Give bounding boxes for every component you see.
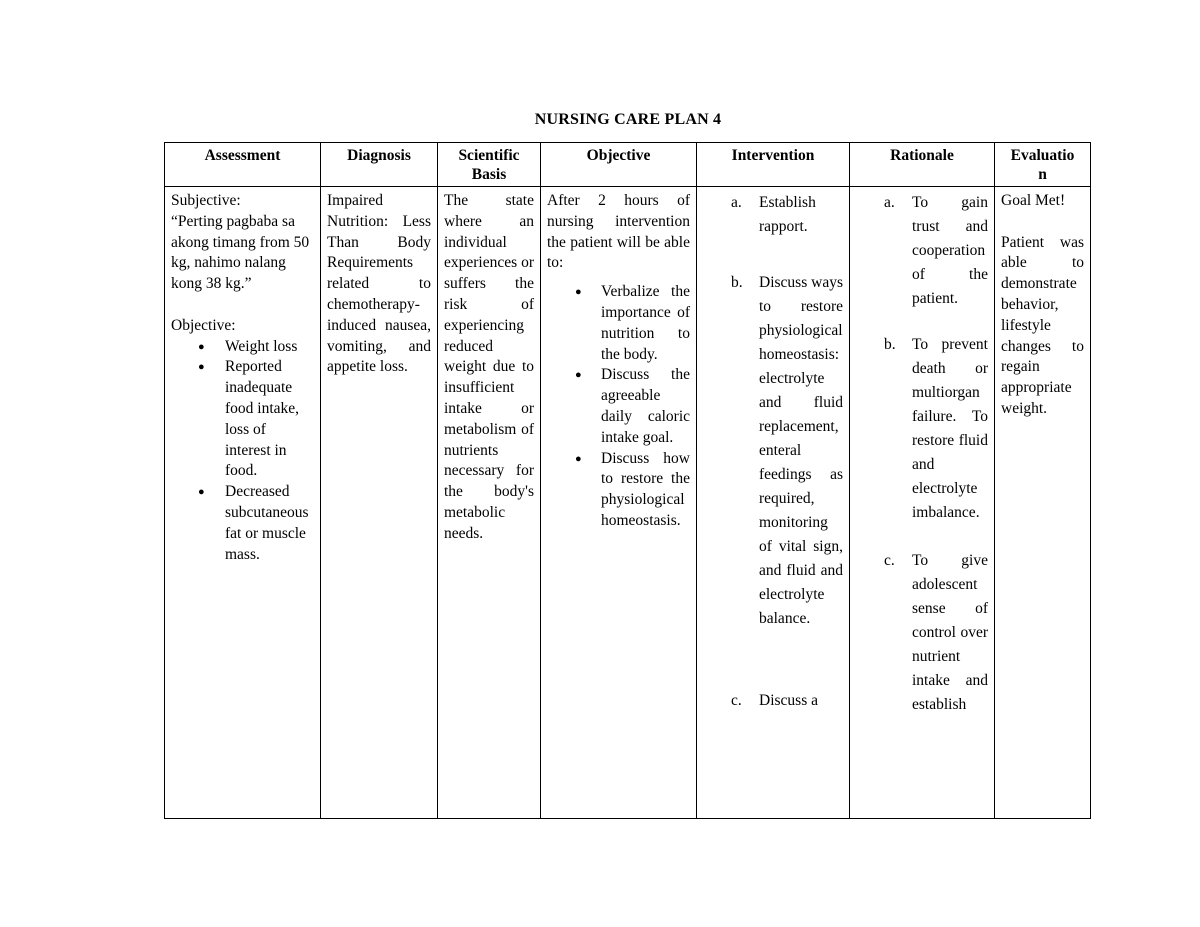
header-row xyxy=(165,143,1091,187)
header-evaluation-line1: Evaluatio xyxy=(1010,147,1075,164)
list-item xyxy=(731,191,843,239)
header-scientific-basis-line1: Scientific xyxy=(458,147,520,164)
header-objective: Objective xyxy=(541,143,697,187)
item-letter: a. xyxy=(884,194,895,211)
header-intervention: Intervention xyxy=(697,143,850,187)
item-letter: b. xyxy=(884,336,896,353)
item-letter: a. xyxy=(731,194,742,211)
item-text: To gain trust and cooperation of the patient. xyxy=(912,194,988,307)
header-evaluation-line2: n xyxy=(1038,166,1047,183)
care-plan-table xyxy=(164,142,1091,819)
list-item xyxy=(884,333,988,525)
objective-findings-list xyxy=(171,337,314,566)
rationale-list xyxy=(856,191,988,717)
evaluation-status: Goal Met! xyxy=(1001,192,1066,209)
subjective-label: Subjective: xyxy=(171,192,241,209)
evaluation-text: Patient was able to demonstrate behavior, lifestyle changes to regain appropriate weight. xyxy=(1001,233,1084,417)
objective-cell xyxy=(541,187,697,819)
page-title: NURSING CARE PLAN 4 xyxy=(534,111,722,128)
list-item: ● Verbalize the importance of nutrition to the body. xyxy=(601,282,690,365)
header-scientific-basis xyxy=(438,143,541,187)
header-diagnosis: Diagnosis xyxy=(321,143,438,187)
item-text: To give adolescent sense of control over nutrient intake and establish xyxy=(912,552,988,713)
objective-intro: After 2 hours of nursing intervention the patient will be able to: xyxy=(547,192,690,272)
list-item: ● Decreased subcutaneous fat or muscle mass. xyxy=(225,482,314,565)
header-rationale: Rationale xyxy=(850,143,995,187)
content-row xyxy=(165,187,1091,819)
intervention-list xyxy=(703,191,843,713)
header-evaluation xyxy=(995,143,1091,187)
objective-goals-list xyxy=(547,282,690,532)
list-item xyxy=(731,689,843,713)
assessment-cell xyxy=(165,187,321,819)
list-item xyxy=(731,271,843,631)
rationale-cell xyxy=(850,187,995,819)
list-item xyxy=(884,549,988,717)
header-assessment: Assessment xyxy=(165,143,321,187)
subjective-quote: “Perting pagbaba sa akong timang from 50 kg, nahimo nalang kong 38 kg.” xyxy=(171,212,310,293)
item-letter: c. xyxy=(884,552,895,569)
list-item: ● Discuss the agreeable daily caloric intake goal. xyxy=(601,365,690,448)
list-item: ● Weight loss xyxy=(225,337,314,358)
item-text: Discuss a xyxy=(759,692,818,709)
objective-label: Objective: xyxy=(171,316,236,334)
item-letter: c. xyxy=(731,692,742,709)
list-item: ● Reported inadequate food intake, loss of interest in food. xyxy=(225,357,314,482)
item-text: Establish rapport. xyxy=(759,194,816,235)
item-text: To prevent death or multiorgan failure. To restore fluid and electrolyte imbalance. xyxy=(912,336,988,521)
spacer xyxy=(171,295,314,316)
diagnosis-cell: Impaired Nutrition: Less Than Body Requirements related to chemotherapy-induced nausea, vomiting, and appetite loss. xyxy=(321,187,438,819)
intervention-cell xyxy=(697,187,850,819)
list-item xyxy=(884,191,988,311)
evaluation-cell xyxy=(995,187,1091,819)
header-scientific-basis-line2: Basis xyxy=(471,166,507,183)
list-item: ● Discuss how to restore the physiological homeostasis. xyxy=(601,449,690,532)
item-text: Discuss ways to restore physiological homeostasis: electrolyte and fluid replacement, enteral feedings as required, monitoring of vital sign, and fluid and electrolyte balance. xyxy=(759,274,843,627)
spacer xyxy=(1001,212,1084,233)
scientific-basis-cell: The state where an individual experiences or suffers the risk of experiencing reduced weight due to insufficient intake or metabolism of nutrients necessary for the body's metabolic needs. xyxy=(438,187,541,819)
item-letter: b. xyxy=(731,274,743,291)
